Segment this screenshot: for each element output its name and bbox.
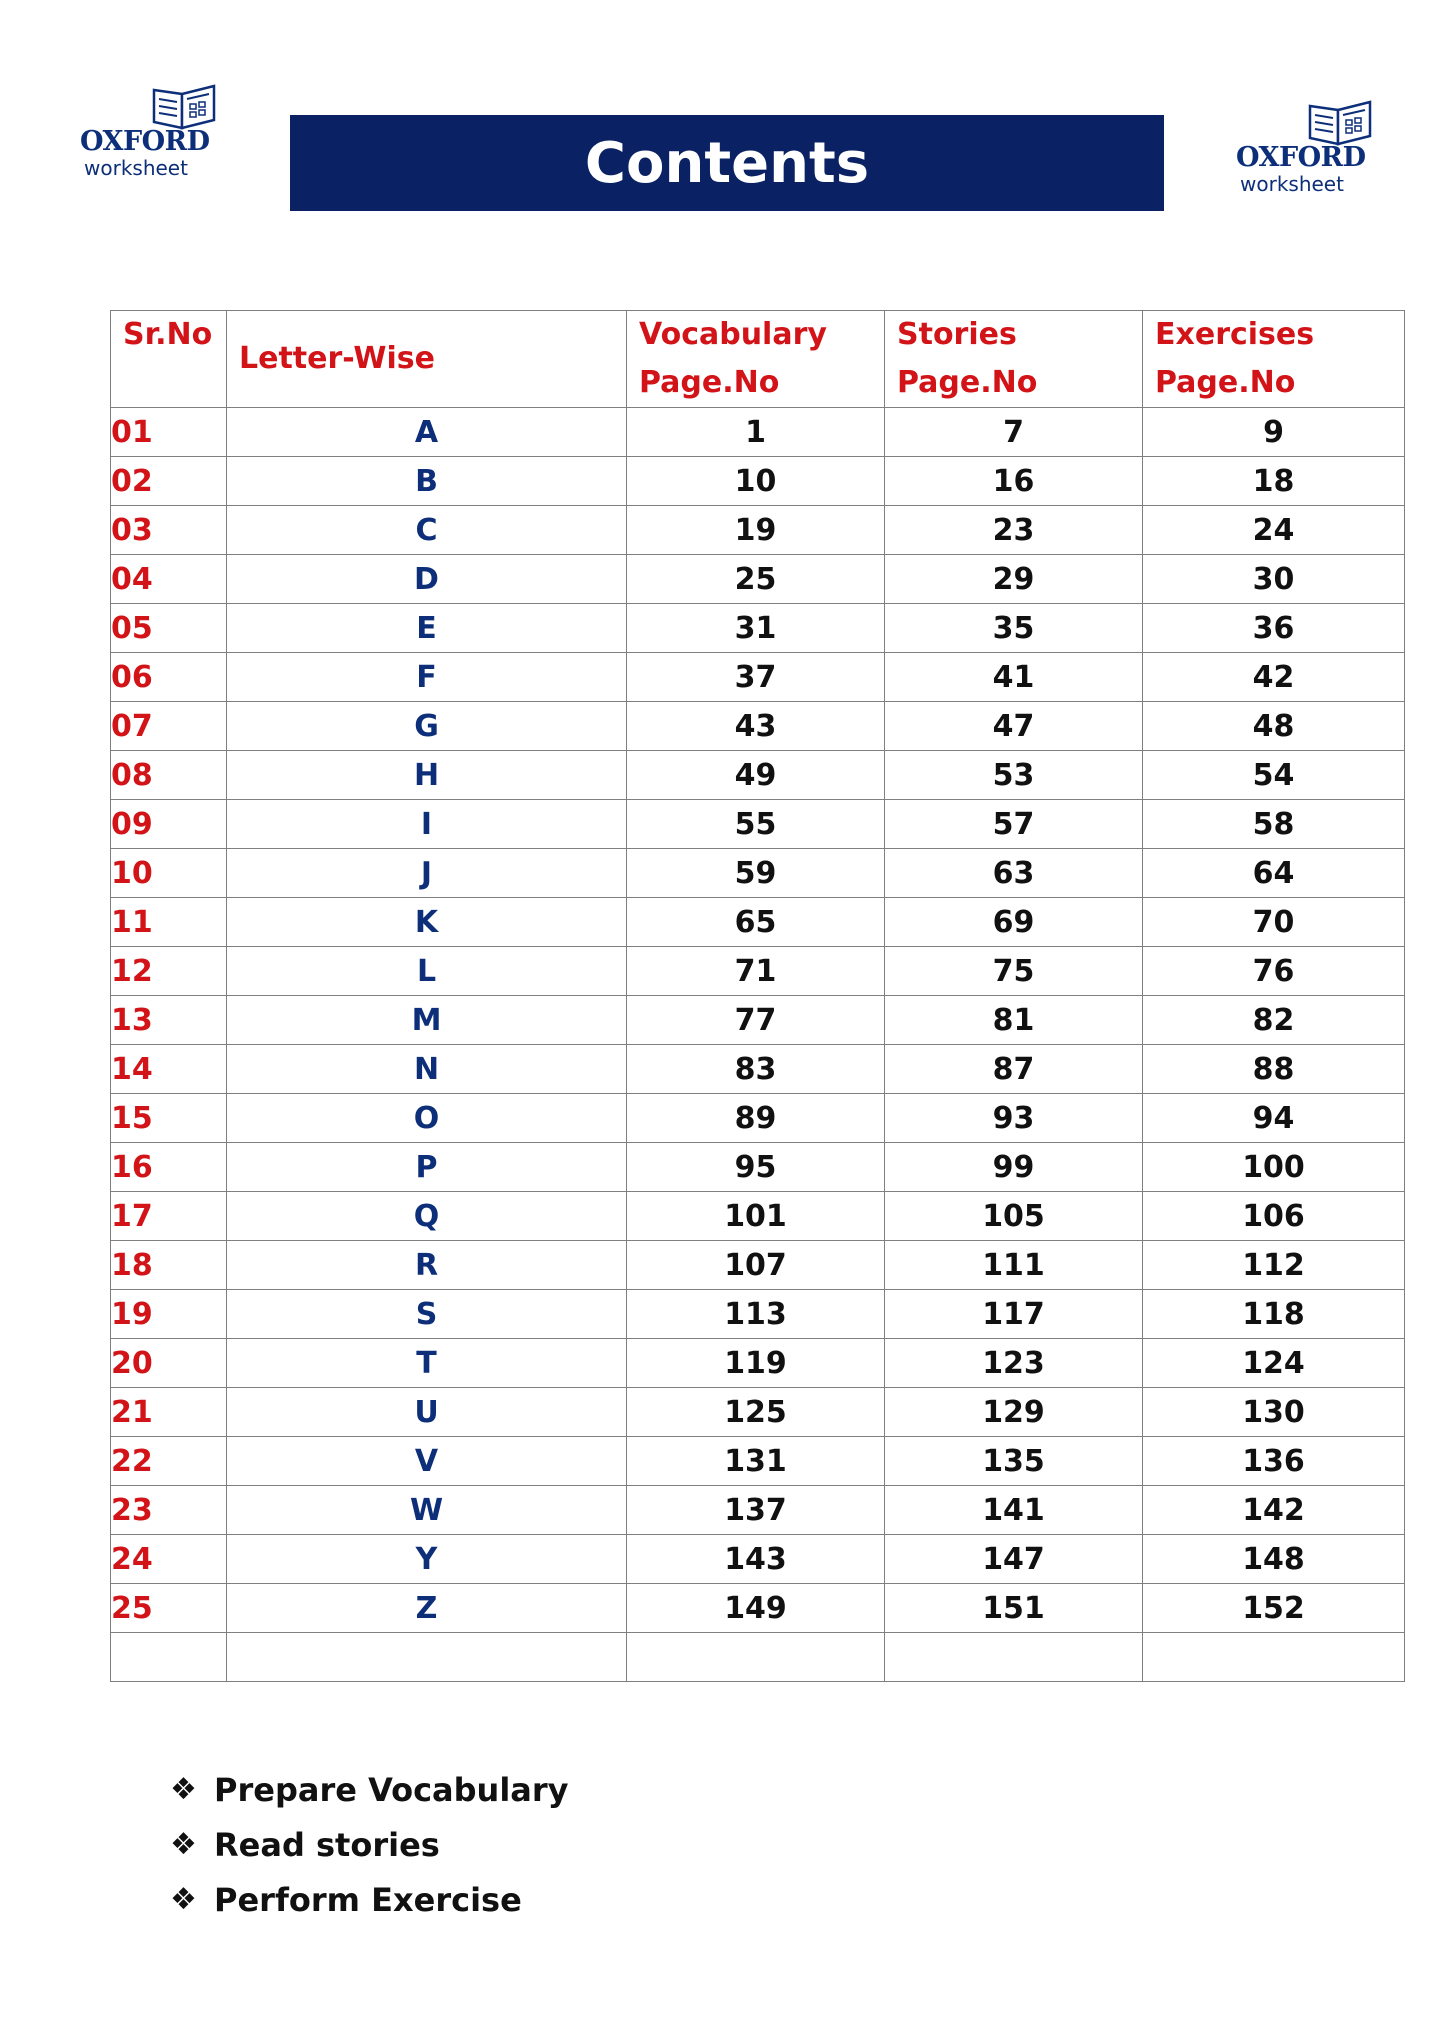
table-row (111, 702, 1405, 751)
cell-vocabulary-page: 55 (627, 800, 885, 849)
empty-cell (627, 1633, 885, 1682)
empty-cell (885, 1633, 1143, 1682)
open-book-icon (150, 82, 220, 132)
cell-vocabulary-page: 113 (627, 1290, 885, 1339)
cell-letter: O (227, 1094, 627, 1143)
cell-sr-no: 03 (111, 506, 227, 555)
cell-stories-page: 35 (885, 604, 1143, 653)
cell-stories-page: 117 (885, 1290, 1143, 1339)
cell-stories-page: 57 (885, 800, 1143, 849)
cell-stories-page: 111 (885, 1241, 1143, 1290)
table-row (111, 1290, 1405, 1339)
empty-cell (1143, 1633, 1405, 1682)
header-stories-line1: Stories (897, 317, 1017, 352)
header-letter-wise-label: Letter-Wise (239, 341, 435, 376)
cell-sr-no: 13 (111, 996, 227, 1045)
cell-exercises-page: 36 (1143, 604, 1405, 653)
cell-letter: F (227, 653, 627, 702)
instructions-list (170, 1762, 569, 1927)
cell-stories-page: 105 (885, 1192, 1143, 1241)
cell-exercises-page: 48 (1143, 702, 1405, 751)
diamond-bullet-icon: ❖ (170, 1882, 197, 1917)
table-row (111, 947, 1405, 996)
cell-exercises-page: 130 (1143, 1388, 1405, 1437)
table-row (111, 1339, 1405, 1388)
cell-stories-page: 23 (885, 506, 1143, 555)
cell-stories-page: 123 (885, 1339, 1143, 1388)
table-row (111, 604, 1405, 653)
cell-exercises-page: 112 (1143, 1241, 1405, 1290)
cell-exercises-page: 64 (1143, 849, 1405, 898)
table-row (111, 408, 1405, 457)
cell-sr-no: 01 (111, 408, 227, 457)
table-row (111, 1388, 1405, 1437)
table-row (111, 996, 1405, 1045)
cell-stories-page: 47 (885, 702, 1143, 751)
cell-vocabulary-page: 95 (627, 1143, 885, 1192)
cell-stories-page: 147 (885, 1535, 1143, 1584)
header-stories-line2: Page.No (897, 365, 1038, 400)
header-exercises-line2: Page.No (1155, 365, 1296, 400)
oxford-worksheet-logo-right (1236, 98, 1386, 198)
oxford-worksheet-logo-left (80, 82, 230, 182)
cell-exercises-page: 106 (1143, 1192, 1405, 1241)
cell-sr-no: 18 (111, 1241, 227, 1290)
cell-exercises-page: 58 (1143, 800, 1405, 849)
cell-letter: Y (227, 1535, 627, 1584)
cell-stories-page: 69 (885, 898, 1143, 947)
cell-exercises-page: 82 (1143, 996, 1405, 1045)
cell-exercises-page: 76 (1143, 947, 1405, 996)
cell-vocabulary-page: 19 (627, 506, 885, 555)
diamond-bullet-icon: ❖ (170, 1827, 197, 1862)
page-title: Contents (290, 115, 1164, 211)
empty-cell (227, 1633, 627, 1682)
cell-vocabulary-page: 65 (627, 898, 885, 947)
cell-vocabulary-page: 149 (627, 1584, 885, 1633)
cell-vocabulary-page: 37 (627, 653, 885, 702)
cell-letter: Z (227, 1584, 627, 1633)
cell-letter: G (227, 702, 627, 751)
cell-stories-page: 135 (885, 1437, 1143, 1486)
cell-sr-no: 16 (111, 1143, 227, 1192)
table-row (111, 653, 1405, 702)
cell-exercises-page: 124 (1143, 1339, 1405, 1388)
diamond-bullet-icon: ❖ (170, 1772, 197, 1807)
cell-vocabulary-page: 83 (627, 1045, 885, 1094)
table-row (111, 1241, 1405, 1290)
cell-vocabulary-page: 107 (627, 1241, 885, 1290)
cell-exercises-page: 54 (1143, 751, 1405, 800)
cell-stories-page: 81 (885, 996, 1143, 1045)
table-row (111, 555, 1405, 604)
cell-letter: V (227, 1437, 627, 1486)
cell-sr-no: 06 (111, 653, 227, 702)
cell-exercises-page: 142 (1143, 1486, 1405, 1535)
cell-exercises-page: 24 (1143, 506, 1405, 555)
note-text: Read stories (214, 1825, 440, 1864)
cell-letter: W (227, 1486, 627, 1535)
header-letter-wise (227, 311, 627, 408)
cell-vocabulary-page: 10 (627, 457, 885, 506)
header-exercises (1143, 311, 1405, 408)
cell-sr-no: 24 (111, 1535, 227, 1584)
cell-stories-page: 7 (885, 408, 1143, 457)
cell-vocabulary-page: 77 (627, 996, 885, 1045)
list-item (170, 1872, 569, 1927)
cell-letter: E (227, 604, 627, 653)
cell-vocabulary-page: 59 (627, 849, 885, 898)
table-row (111, 898, 1405, 947)
cell-letter: M (227, 996, 627, 1045)
cell-letter: R (227, 1241, 627, 1290)
cell-letter: P (227, 1143, 627, 1192)
cell-letter: T (227, 1339, 627, 1388)
cell-stories-page: 16 (885, 457, 1143, 506)
cell-letter: A (227, 408, 627, 457)
cell-vocabulary-page: 49 (627, 751, 885, 800)
cell-letter: S (227, 1290, 627, 1339)
cell-stories-page: 151 (885, 1584, 1143, 1633)
cell-exercises-page: 42 (1143, 653, 1405, 702)
cell-exercises-page: 118 (1143, 1290, 1405, 1339)
cell-letter: K (227, 898, 627, 947)
cell-vocabulary-page: 71 (627, 947, 885, 996)
cell-letter: L (227, 947, 627, 996)
contents-table (110, 310, 1405, 1682)
cell-stories-page: 29 (885, 555, 1143, 604)
cell-exercises-page: 148 (1143, 1535, 1405, 1584)
cell-vocabulary-page: 131 (627, 1437, 885, 1486)
table-row (111, 457, 1405, 506)
cell-letter: C (227, 506, 627, 555)
cell-letter: H (227, 751, 627, 800)
cell-exercises-page: 9 (1143, 408, 1405, 457)
cell-vocabulary-page: 89 (627, 1094, 885, 1143)
cell-stories-page: 93 (885, 1094, 1143, 1143)
cell-sr-no: 25 (111, 1584, 227, 1633)
logo-brand: OXFORD (80, 126, 210, 157)
cell-sr-no: 11 (111, 898, 227, 947)
cell-stories-page: 141 (885, 1486, 1143, 1535)
header-vocabulary (627, 311, 885, 408)
table-row (111, 1094, 1405, 1143)
table-row (111, 849, 1405, 898)
cell-stories-page: 99 (885, 1143, 1143, 1192)
cell-sr-no: 04 (111, 555, 227, 604)
open-book-icon (1306, 98, 1376, 148)
cell-vocabulary-page: 31 (627, 604, 885, 653)
logo-brand: OXFORD (1236, 142, 1366, 173)
header-sr-no (111, 311, 227, 408)
cell-sr-no: 14 (111, 1045, 227, 1094)
cell-letter: U (227, 1388, 627, 1437)
cell-vocabulary-page: 143 (627, 1535, 885, 1584)
table-row (111, 506, 1405, 555)
cell-sr-no: 08 (111, 751, 227, 800)
table-row (111, 751, 1405, 800)
cell-letter: N (227, 1045, 627, 1094)
cell-sr-no: 23 (111, 1486, 227, 1535)
cell-vocabulary-page: 137 (627, 1486, 885, 1535)
cell-letter: B (227, 457, 627, 506)
empty-cell (111, 1633, 227, 1682)
cell-sr-no: 12 (111, 947, 227, 996)
cell-vocabulary-page: 25 (627, 555, 885, 604)
table-row (111, 1143, 1405, 1192)
cell-letter: J (227, 849, 627, 898)
table-row (111, 1437, 1405, 1486)
cell-sr-no: 10 (111, 849, 227, 898)
cell-sr-no: 21 (111, 1388, 227, 1437)
cell-sr-no: 15 (111, 1094, 227, 1143)
cell-exercises-page: 136 (1143, 1437, 1405, 1486)
header-sr-no-label: Sr.No (123, 317, 213, 352)
cell-letter: Q (227, 1192, 627, 1241)
cell-exercises-page: 94 (1143, 1094, 1405, 1143)
logo-subtitle: worksheet (1240, 172, 1344, 196)
table-row-empty (111, 1633, 1405, 1682)
cell-stories-page: 87 (885, 1045, 1143, 1094)
table-body (111, 408, 1405, 1682)
table-row (111, 1045, 1405, 1094)
cell-sr-no: 20 (111, 1339, 227, 1388)
cell-sr-no: 22 (111, 1437, 227, 1486)
cell-exercises-page: 100 (1143, 1143, 1405, 1192)
cell-exercises-page: 30 (1143, 555, 1405, 604)
cell-exercises-page: 88 (1143, 1045, 1405, 1094)
header-stories (885, 311, 1143, 408)
note-text: Perform Exercise (214, 1880, 522, 1919)
cell-letter: I (227, 800, 627, 849)
cell-sr-no: 17 (111, 1192, 227, 1241)
cell-vocabulary-page: 43 (627, 702, 885, 751)
header-vocabulary-line2: Page.No (639, 365, 780, 400)
cell-exercises-page: 18 (1143, 457, 1405, 506)
cell-vocabulary-page: 101 (627, 1192, 885, 1241)
cell-stories-page: 129 (885, 1388, 1143, 1437)
cell-stories-page: 41 (885, 653, 1143, 702)
table-header-row (111, 311, 1405, 408)
cell-exercises-page: 152 (1143, 1584, 1405, 1633)
cell-letter: D (227, 555, 627, 604)
cell-exercises-page: 70 (1143, 898, 1405, 947)
cell-sr-no: 19 (111, 1290, 227, 1339)
note-text: Prepare Vocabulary (214, 1770, 569, 1809)
cell-sr-no: 02 (111, 457, 227, 506)
cell-sr-no: 05 (111, 604, 227, 653)
logo-subtitle: worksheet (84, 156, 188, 180)
cell-sr-no: 07 (111, 702, 227, 751)
table-row (111, 1535, 1405, 1584)
table-row (111, 1486, 1405, 1535)
cell-vocabulary-page: 1 (627, 408, 885, 457)
cell-sr-no: 09 (111, 800, 227, 849)
header-vocabulary-line1: Vocabulary (639, 317, 827, 352)
list-item (170, 1817, 569, 1872)
cell-stories-page: 63 (885, 849, 1143, 898)
cell-stories-page: 75 (885, 947, 1143, 996)
cell-vocabulary-page: 119 (627, 1339, 885, 1388)
header-exercises-line1: Exercises (1155, 317, 1315, 352)
cell-vocabulary-page: 125 (627, 1388, 885, 1437)
list-item (170, 1762, 569, 1817)
table-row (111, 1192, 1405, 1241)
cell-stories-page: 53 (885, 751, 1143, 800)
table-row (111, 800, 1405, 849)
table-row (111, 1584, 1405, 1633)
